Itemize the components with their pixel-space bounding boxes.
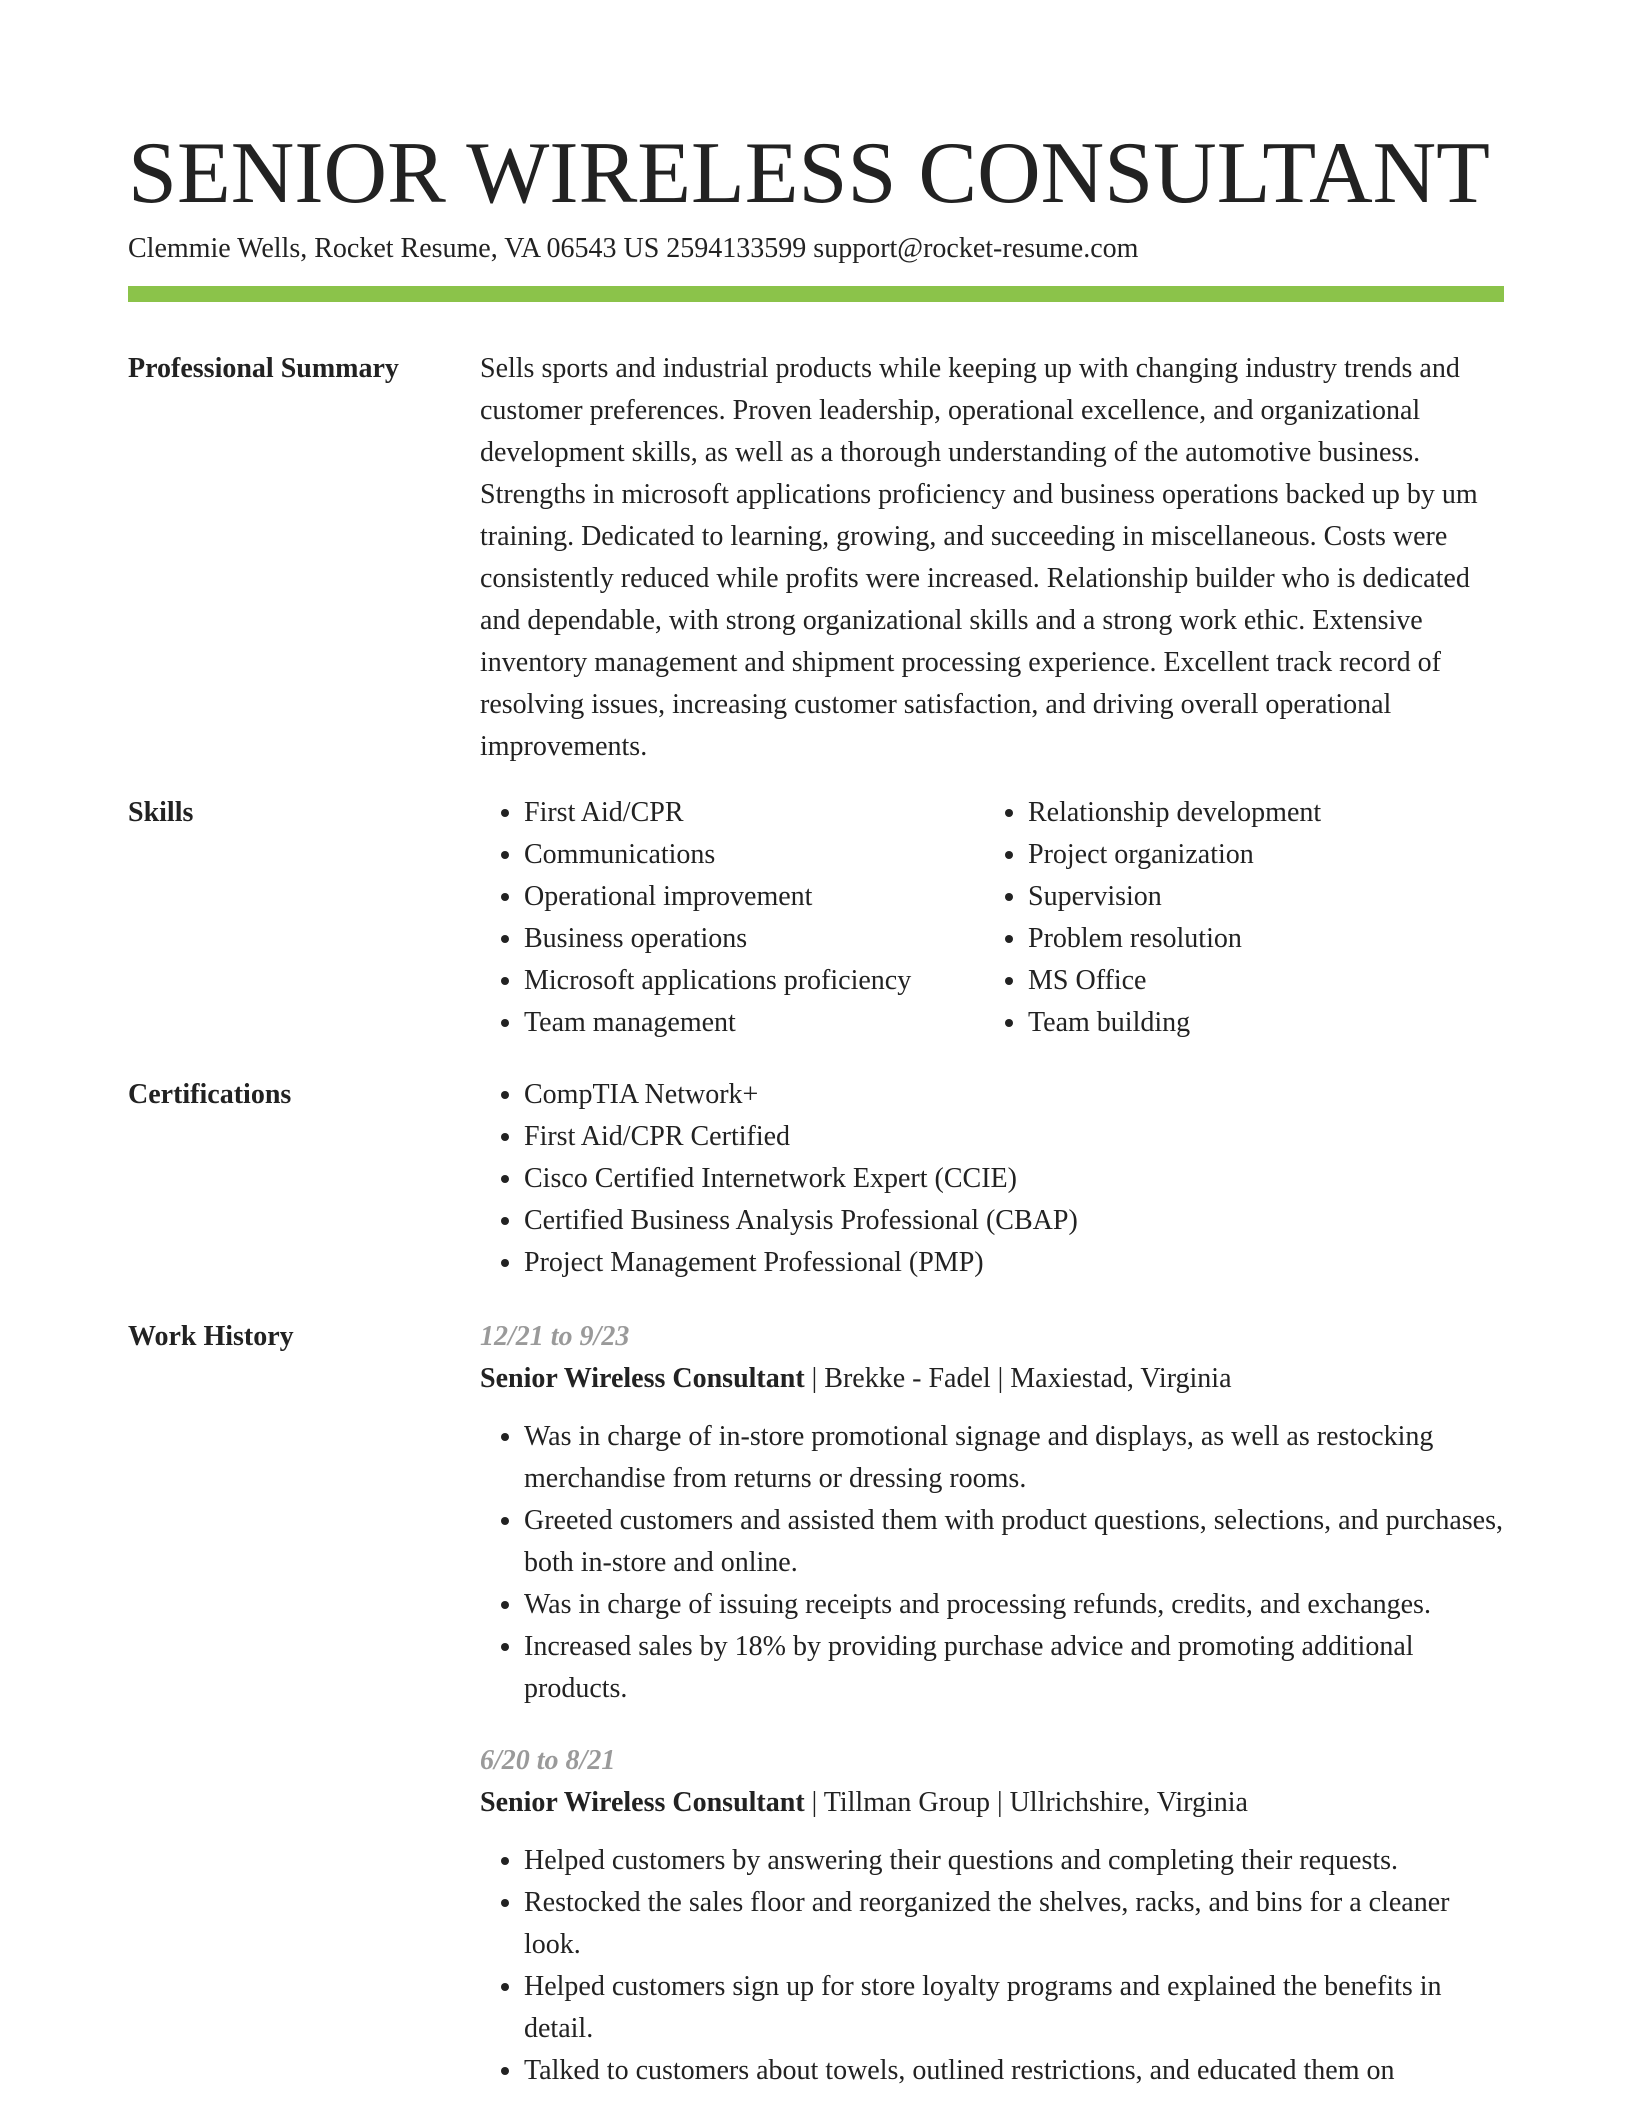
job-dates: 6/20 to 8/21: [480, 1745, 616, 1776]
skills-list-right: [984, 792, 1488, 1044]
job-heading: [480, 1358, 1504, 1400]
certification-item: • Cisco Certified Internetwork Expert (CCIE): [524, 1158, 1504, 1200]
skill-item: • Supervision: [1028, 876, 1488, 918]
skill-item: • Communications: [524, 834, 984, 876]
resume-title: SENIOR WIRELESS CONSULTANT: [128, 125, 1490, 222]
contact-line: Clemmie Wells, Rocket Resume, VA 06543 US 2594133599 support@rocket-resume.com: [128, 233, 1139, 264]
job-entry: [480, 1740, 1504, 2092]
work-history-label: Work History: [128, 1321, 294, 1352]
skill-item: • Microsoft applications proficiency: [524, 960, 984, 1002]
skills-column-left: [480, 792, 984, 1044]
job-bullets: [480, 1416, 1504, 1710]
skill-item: • Operational improvement: [524, 876, 984, 918]
skill-item: • Team building: [1028, 1002, 1488, 1044]
skills-grid: [480, 792, 1504, 1044]
job-bullet: • Restocked the sales floor and reorganized the shelves, racks, and bins for a cleaner look.: [524, 1882, 1504, 1966]
skills-label: Skills: [128, 797, 194, 828]
job-details: | Tillman Group | Ullrichshire, Virginia: [804, 1787, 1248, 1818]
header-divider: [128, 286, 1504, 302]
skill-item: • Business operations: [524, 918, 984, 960]
job-title: Senior Wireless Consultant: [480, 1363, 805, 1394]
skill-item: • Relationship development: [1028, 792, 1488, 834]
job-bullet: • Talked to customers about towels, outlined restrictions, and educated them on: [524, 2050, 1504, 2092]
certification-item: • First Aid/CPR Certified: [524, 1116, 1504, 1158]
certification-item: • CompTIA Network+: [524, 1074, 1504, 1116]
job-bullet: • Was in charge of in-store promotional signage and displays, as well as restocking merchandise from returns or dressing rooms.: [524, 1416, 1504, 1500]
job-bullet: • Greeted customers and assisted them with product questions, selections, and purchases, both in-store and online.: [524, 1500, 1504, 1584]
job-details: | Brekke - Fadel | Maxiestad, Virginia: [804, 1363, 1232, 1394]
skill-item: • Team management: [524, 1002, 984, 1044]
job-bullets: [480, 1840, 1504, 2092]
job-bullet: • Increased sales by 18% by providing purchase advice and promoting additional products.: [524, 1626, 1504, 1710]
summary-label: Professional Summary: [128, 353, 399, 384]
summary-text: Sells sports and industrial products while keeping up with changing industry trends and customer preferences. Proven leadership, operational excellence, and organizational development skills, as well as a thorough understanding of the automotive business. Strengths in microsoft applications proficiency and business operations backed up by um training. Dedicated to learning, growing, and succeeding in miscellaneous. Costs were consistently reduced while profits were increased. Relationship builder who is dedicated and dependable, with strong organizational skills and a strong work ethic. Extensive inventory management and shipment processing experience. Excellent track record of resolving issues, increasing customer satisfaction, and driving overall operational improvements.: [480, 353, 1478, 762]
job-bullet: • Was in charge of issuing receipts and processing refunds, credits, and exchanges.: [524, 1584, 1504, 1626]
job-entry: [480, 1316, 1504, 1710]
job-bullet: • Helped customers by answering their questions and completing their requests.: [524, 1840, 1504, 1882]
skill-item: • MS Office: [1028, 960, 1488, 1002]
job-heading: [480, 1782, 1504, 1824]
skills-body: [480, 792, 1504, 1044]
certifications-body: [480, 1074, 1504, 1284]
certification-item: • Certified Business Analysis Professional (CBAP): [524, 1200, 1504, 1242]
skill-item: • Problem resolution: [1028, 918, 1488, 960]
job-dates: 12/21 to 9/23: [480, 1321, 630, 1352]
job-bullet: • Helped customers sign up for store loyalty programs and explained the benefits in detail.: [524, 1966, 1504, 2050]
work-history-body: [480, 1316, 1504, 2092]
certifications-list: [480, 1074, 1504, 1284]
job-title: Senior Wireless Consultant: [480, 1787, 805, 1818]
skills-list-left: [480, 792, 984, 1044]
summary-body: [480, 348, 1504, 768]
skill-item: • Project organization: [1028, 834, 1488, 876]
skill-item: • First Aid/CPR: [524, 792, 984, 834]
certification-item: • Project Management Professional (PMP): [524, 1242, 1504, 1284]
certifications-label: Certifications: [128, 1079, 292, 1110]
skills-column-right: [984, 792, 1488, 1044]
